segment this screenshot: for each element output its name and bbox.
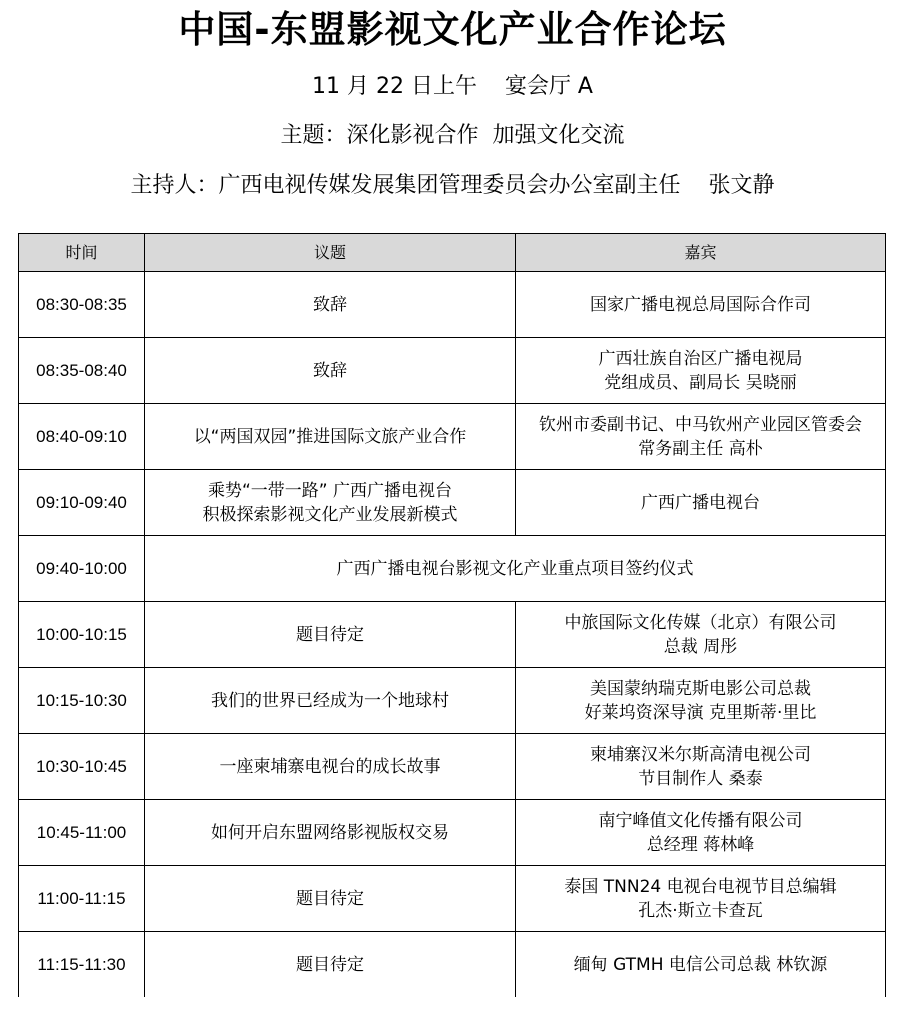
row-time: 10:30-10:45	[19, 734, 145, 800]
row-topic: 致辞	[145, 338, 516, 404]
row-time: 10:45-11:00	[19, 800, 145, 866]
table-row	[19, 272, 886, 338]
row-guest: 缅甸 GTMH 电信公司总裁 林钦源	[516, 932, 886, 998]
row-topic: 题目待定	[145, 866, 516, 932]
table-row	[19, 866, 886, 932]
row-guest: 泰国 TNN24 电视台电视节目总编辑 孔杰·斯立卡查瓦	[516, 866, 886, 932]
row-time: 11:00-11:15	[19, 866, 145, 932]
forum-theme: 主题：深化影视合作 加强文化交流	[280, 123, 625, 148]
row-topic: 致辞	[145, 272, 516, 338]
row-time: 08:35-08:40	[19, 338, 145, 404]
forum-host: 主持人：广西电视传媒发展集团管理委员会办公室副主任 张文静	[130, 173, 775, 198]
page-title: 中国-东盟影视文化产业合作论坛	[178, 8, 727, 51]
row-guest: 广西广播电视台	[516, 470, 886, 536]
table-header-row	[19, 234, 886, 272]
row-time: 09:10-09:40	[19, 470, 145, 536]
row-guest: 国家广播电视总局国际合作司	[516, 272, 886, 338]
row-guest: 南宁峰值文化传播有限公司 总经理 蒋林峰	[516, 800, 886, 866]
table-row	[19, 536, 886, 602]
row-topic: 一座柬埔寨电视台的成长故事	[145, 734, 516, 800]
table-row	[19, 668, 886, 734]
row-time: 08:40-09:10	[19, 404, 145, 470]
table-row	[19, 404, 886, 470]
row-guest: 柬埔寨汉米尔斯高清电视公司 节目制作人 桑泰	[516, 734, 886, 800]
header-time: 时间	[19, 234, 145, 272]
header-topic: 议题	[145, 234, 516, 272]
row-topic: 以“两国双园”推进国际文旅产业合作	[145, 404, 516, 470]
row-guest: 美国蒙纳瑞克斯电影公司总裁 好莱坞资深导演 克里斯蒂·里比	[516, 668, 886, 734]
row-guest: 广西壮族自治区广播电视局 党组成员、副局长 吴晓丽	[516, 338, 886, 404]
table-row	[19, 470, 886, 536]
row-signing-ceremony: 广西广播电视台影视文化产业重点项目签约仪式	[145, 536, 886, 602]
table-row	[19, 338, 886, 404]
row-time: 10:00-10:15	[19, 602, 145, 668]
row-time: 11:15-11:30	[19, 932, 145, 998]
row-guest: 钦州市委副书记、中马钦州产业园区管委会 常务副主任 高朴	[516, 404, 886, 470]
row-topic: 题目待定	[145, 602, 516, 668]
table-row	[19, 602, 886, 668]
row-guest: 中旅国际文化传媒（北京）有限公司 总裁 周彤	[516, 602, 886, 668]
table-row	[19, 800, 886, 866]
datetime-venue: 11 月 22 日上午 宴会厅 A	[312, 74, 593, 99]
table-row	[19, 932, 886, 998]
row-time: 10:15-10:30	[19, 668, 145, 734]
row-time: 09:40-10:00	[19, 536, 145, 602]
header-guest: 嘉宾	[516, 234, 886, 272]
table-row	[19, 734, 886, 800]
row-time: 08:30-08:35	[19, 272, 145, 338]
row-topic: 如何开启东盟网络影视版权交易	[145, 800, 516, 866]
agenda-table	[18, 233, 886, 997]
row-topic: 乘势“一带一路” 广西广播电视台 积极探索影视文化产业发展新模式	[145, 470, 516, 536]
row-topic: 我们的世界已经成为一个地球村	[145, 668, 516, 734]
row-topic: 题目待定	[145, 932, 516, 998]
